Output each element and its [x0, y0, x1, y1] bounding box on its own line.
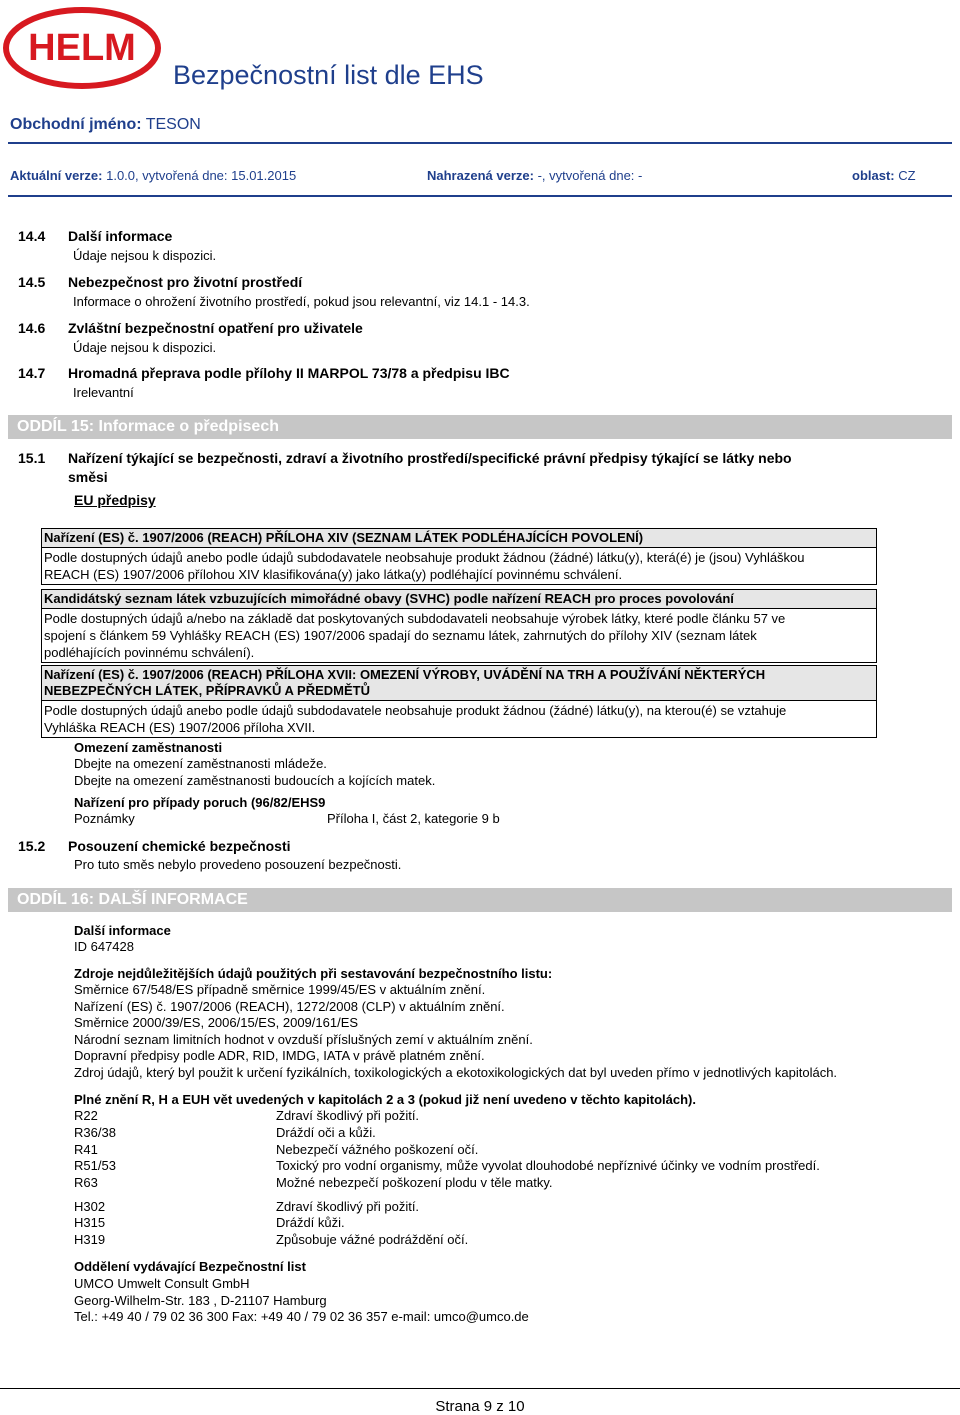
box-heading: Kandidátský seznam látek vzbuzujících mimořádné obavy (SVHC) podle nařízení REACH pro proces povolování — [42, 590, 876, 609]
section-14-6-number: 14.6 — [18, 320, 46, 336]
section-14-5-number: 14.5 — [18, 274, 46, 290]
employment-restriction-2: Dbejte na omezení zaměstnanosti budoucích a kojících matek. — [74, 773, 436, 788]
current-version: Aktuální verze: 1.0.0, vytvořená dne: 15.01.2015 — [10, 168, 297, 183]
header-divider — [8, 142, 952, 144]
document-title: Bezpečnostní list dle EHS — [173, 60, 484, 90]
page-number: Strana 9 z 10 — [435, 1398, 525, 1415]
phrases-title: Plné znění R, H a EUH vět uvedených v kapitolách 2 a 3 (pokud již není uvedeno v těchto kapitolách). — [74, 1092, 696, 1107]
section-14-7-text: Irelevantní — [73, 385, 134, 400]
section-14-6-title: Zvláštní bezpečnostní opatření pro uživatele — [68, 320, 363, 336]
issuing-dept-name: UMCO Umwelt Consult GmbH — [74, 1276, 250, 1291]
box-body: Podle dostupných údajů anebo podle údajů subdodavatele neobsahuje produkt žádnou (žádné) látku(y), na kterou(é) se vztahuje Vyhláška REACH (ES) 1907/2006 příloha XVII. — [44, 703, 787, 735]
employment-restriction-title: Omezení zaměstnanosti — [74, 740, 223, 755]
section-14-4-title: Další informace — [68, 228, 173, 244]
employment-restriction-1: Dbejte na omezení zaměstnanosti mládeže. — [74, 756, 327, 771]
box-heading: Nařízení (ES) č. 1907/2006 (REACH) PŘÍLOHA XVII: OMEZENÍ VÝROBY, UVÁDĚNÍ NA TRH A POUŽÍVÁNÍ NĚKTERÝCH NEBEZPEČNÝCH LÁTEK, PŘÍPRAVKŮ A PŘEDMĚTŮ — [42, 666, 876, 701]
section-14-6-text: Údaje nejsou k dispozici. — [73, 340, 217, 355]
section-15-2-number: 15.2 — [18, 838, 46, 854]
r-phrase-text: Možné nebezpečí poškození plodu v těle matky. — [276, 1175, 553, 1190]
r-phrase-text: Zdraví škodlivý při požití. — [276, 1108, 420, 1123]
section-14-7-number: 14.7 — [18, 365, 46, 381]
further-info-title: Další informace — [74, 923, 171, 938]
section-14-7-title: Hromadná přeprava podle přílohy II MARPOL 73/78 a předpisu IBC — [68, 365, 510, 381]
section-15-2-title: Posouzení chemické bezpečnosti — [68, 838, 291, 854]
replaced-version: Nahrazená verze: -, vytvořená dne: - — [427, 168, 643, 183]
h-phrase-text: Způsobuje vážné podráždění očí. — [276, 1232, 469, 1247]
section-14-4-text: Údaje nejsou k dispozici. — [73, 248, 217, 263]
r-phrase-code: R63 — [74, 1175, 98, 1190]
r-phrase-text: Dráždí oči a kůži. — [276, 1125, 376, 1140]
box-body: Podle dostupných údajů a/nebo na základě dat poskytovaných subdodavateli neobsahuje výrobek látky, které podle článku 57 ve spojení s článkem 59 Vyhlášky REACH (ES) 1907/2006 spadají do seznamu látek, zahrnutých do přílohy XIV (seznam látek podléhajících povinnému schválení). — [44, 611, 786, 660]
h-phrase-code: H319 — [74, 1232, 106, 1247]
major-accident-label: Poznámky — [74, 811, 135, 826]
header-divider-2 — [8, 195, 952, 197]
r-phrase-code: R51/53 — [74, 1158, 116, 1173]
h-phrase-code: H315 — [74, 1215, 106, 1230]
r-phrase-text: Toxický pro vodní organismy, může vyvolat dlouhodobé nepříznivé účinky ve vodním prostředí. — [276, 1158, 820, 1173]
footer-divider — [0, 1388, 960, 1389]
sources-title: Zdroje nejdůležitějších údajů použitých při sestavování bezpečnostního listu: — [74, 966, 553, 981]
r-phrase-code: R36/38 — [74, 1125, 116, 1140]
source-item: Národní seznam limitních hodnot v ovzduší příslušných zemí v aktuálním znění. — [74, 1032, 533, 1047]
section-15-2-text: Pro tuto směs nebylo provedeno posouzení bezpečnosti. — [74, 857, 402, 872]
source-item: Směrnice 67/548/ES případně směrnice 1999/45/ES v aktuálním znění. — [74, 982, 486, 997]
helm-logo — [2, 6, 162, 90]
section-14-5-title: Nebezpečnost pro životní prostředí — [68, 274, 303, 290]
issuing-dept-contact: Tel.: +49 40 / 79 02 36 300 Fax: +49 40 / 79 02 36 357 e-mail: umco@umco.de — [74, 1309, 529, 1324]
region: oblast: CZ — [852, 168, 916, 183]
further-info-id: ID 647428 — [74, 939, 134, 954]
section-15-header: ODDÍL 15: Informace o předpisech — [8, 415, 952, 439]
logo-text: HELM — [28, 27, 136, 69]
svhc-candidate-box — [41, 589, 877, 663]
h-phrase-code: H302 — [74, 1199, 106, 1214]
section-15-1-title-cont: směsi — [68, 469, 108, 485]
section-14-4-number: 14.4 — [18, 228, 46, 244]
major-accident-value: Příloha I, část 2, kategorie 9 b — [327, 811, 500, 826]
box-body: Podle dostupných údajů anebo podle údajů subdodavatele neobsahuje produkt žádnou (žádné) látku(y), která(é) je (jsou) Vyhláškou REACH (ES) 1907/2006 přílohou XIV klasifikována(y) jako látka(y) podléhající povinnému schválení. — [44, 550, 805, 582]
r-phrase-code: R22 — [74, 1108, 98, 1123]
issuing-dept-title: Oddělení vydávající Bezpečnostní list — [74, 1259, 306, 1274]
trade-name: Obchodní jméno: TESON — [10, 116, 201, 133]
h-phrase-text: Dráždí kůži. — [276, 1215, 345, 1230]
eu-regulations-heading: EU předpisy — [74, 492, 156, 508]
source-item: Nařízení (ES) č. 1907/2006 (REACH), 1272/2008 (CLP) v aktuálním znění. — [74, 999, 505, 1014]
reach-annex-xvii-box — [41, 665, 877, 738]
section-15-1-title: Nařízení týkající se bezpečnosti, zdraví a životního prostředí/specifické právní předpisy týkající se látky nebo — [68, 450, 792, 466]
section-14-5-text: Informace o ohrožení životního prostředí, pokud jsou relevantní, viz 14.1 - 14.3. — [73, 294, 530, 309]
source-item: Zdroj údajů, který byl použit k určení fyzikálních, toxikologických a ekotoxikologických dat byl uveden přímo v jednotlivých kapitolách. — [74, 1065, 838, 1080]
major-accident-title: Nařízení pro případy poruch (96/82/EHS9 — [74, 795, 326, 810]
section-15-1-number: 15.1 — [18, 450, 46, 466]
reach-annex-xiv-box — [41, 528, 877, 585]
issuing-dept-address: Georg-Wilhelm-Str. 183 , D-21107 Hamburg — [74, 1293, 327, 1308]
source-item: Směrnice 2000/39/ES, 2006/15/ES, 2009/161/ES — [74, 1015, 359, 1030]
r-phrase-text: Nebezpečí vážného poškození očí. — [276, 1142, 479, 1157]
box-heading: Nařízení (ES) č. 1907/2006 (REACH) PŘÍLOHA XIV (SEZNAM LÁTEK PODLÉHAJÍCÍCH POVOLENÍ) — [42, 529, 876, 548]
r-phrase-code: R41 — [74, 1142, 98, 1157]
section-16-header: ODDÍL 16: DALŠÍ INFORMACE — [8, 888, 952, 912]
h-phrase-text: Zdraví škodlivý při požití. — [276, 1199, 420, 1214]
source-item: Dopravní předpisy podle ADR, RID, IMDG, IATA v právě platném znění. — [74, 1048, 485, 1063]
